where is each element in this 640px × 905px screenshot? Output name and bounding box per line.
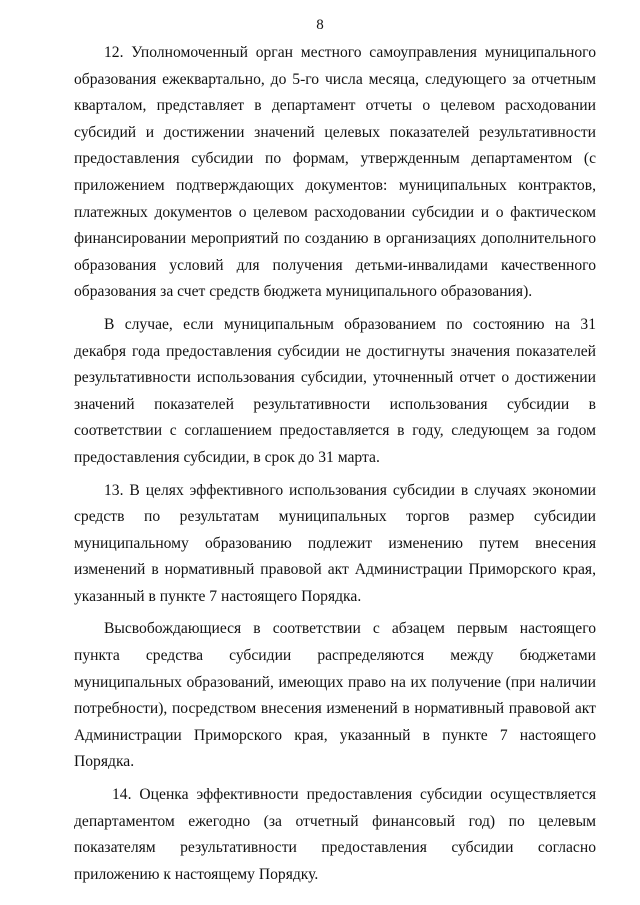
paragraph-item-14: 14. Оценка эффективности предоставления субсидии осуществляется департаментом ежегодно (за отчетный финансовый год) по целевым показателям результативности предоставления субсидии согласно приложению к настоящему Порядку. xyxy=(74,786,596,883)
paragraph-item-13: 13. В целях эффективного использования субсидии в случаях экономии средств по результатам муниципальных торгов размер субсидии муниципальному образованию подлежит изменению путем внесения изменений в нормативный правовой акт Администрации Приморского края, указанный в пункте 7 настоящего Порядка. xyxy=(74,481,596,605)
paragraph-redistribution: Высвобождающиеся в соответствии с абзацем первым настоящего пункта средства субсидии распределяются между бюджетами муниципальных образований, имеющих право на их получение (при наличии потребности), посредством внесения изменений в нормативный правовой акт Администрации Приморского края, указанный в пункте 7 настоящего Порядка. xyxy=(74,620,596,771)
paragraph-item-12: 12. Уполномоченный орган местного самоуправления муниципального образования ежеквартально, до 5-го числа месяца, следующего за отчетным кварталом, представляет в департамент отчеты о целевом расходовании субсидий и достижении значений целевых показателей результативности предоставления субсидии по формам, утвержденным департаментом (с приложением подтверждающих документов: муниципальных контрактов, платежных документов о целевом расходовании субсидии и о фактическом финансировании мероприятий по созданию в организациях дополнительного образования условий для получения детьми-инвалидами качественного образования за счет средств бюджета муниципального образования). xyxy=(74,44,596,301)
paragraph-report-deadline: В случае, если муниципальным образованием по состоянию на 31 декабря года предоставления субсидии не достигнуты значения показателей результативности использования субсидии, уточненный отчет о достижении значений показателей результативности использования субсидии в соответствии с соглашением предоставляется в году, следующем за годом предоставления субсидии, в срок до 31 марта. xyxy=(74,315,596,466)
document-body xyxy=(74,40,596,888)
page-number: 8 xyxy=(316,17,324,33)
